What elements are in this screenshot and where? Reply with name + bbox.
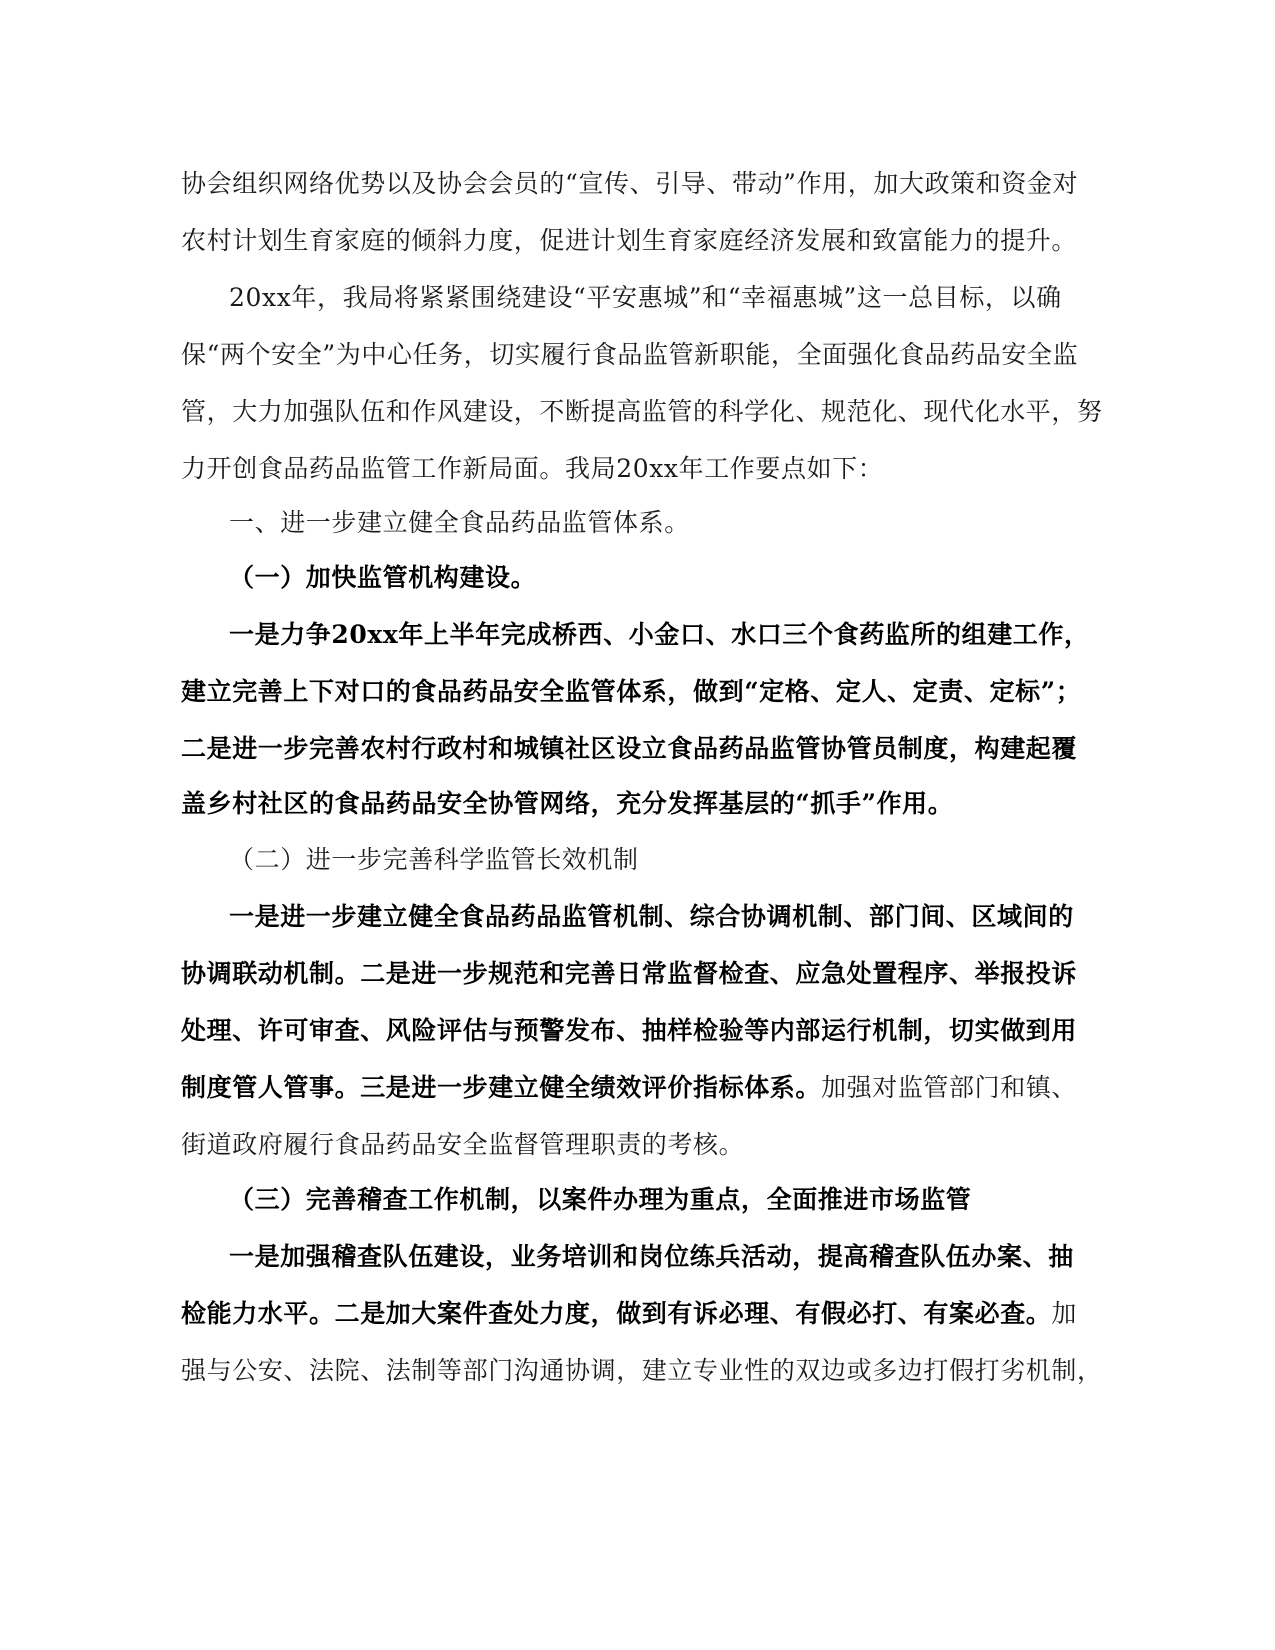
- paragraph-line: 保“两个安全”为中心任务，切实履行食品监管新职能，全面强化食品药品安全监: [181, 340, 1079, 369]
- paragraph-line: 一是力争20xx年上半年完成桥西、小金口、水口三个食药监所的组建工作，: [229, 620, 1090, 649]
- subsection-heading: （一）加快监管机构建设。: [229, 563, 537, 592]
- paragraph-line: 20xx年，我局将紧紧围绕建设“平安惠城”和“幸福惠城”这一总目标，以确: [229, 283, 1062, 312]
- regular-text-run: 加: [1051, 1299, 1078, 1328]
- paragraph-line: 一是进一步建立健全食品药品监管机制、综合协调机制、部门间、区域间的: [229, 902, 1074, 931]
- subsection-heading: （二）进一步完善科学监管长效机制: [229, 845, 639, 874]
- paragraph-line: [181, 1059, 1078, 1117]
- bold-text-run: 检能力水平。二是加大案件查处力度，做到有诉必理、有假必打、有案必查。: [181, 1299, 1052, 1328]
- bold-text-run: 制度管人管事。三是进一步建立健全绩效评价指标体系。: [181, 1073, 822, 1102]
- paragraph-line: 协会组织网络优势以及协会会员的“宣传、引导、带动”作用，加大政策和资金对: [181, 169, 1079, 198]
- paragraph-line: 街道政府履行食品药品安全监督管理职责的考核。: [181, 1130, 745, 1159]
- paragraph-line: [181, 1285, 1078, 1343]
- paragraph-line: 管，大力加强队伍和作风建设，不断提高监管的科学化、规范化、现代化水平，努: [181, 397, 1103, 426]
- paragraph-line: 处理、许可审查、风险评估与预警发布、抽样检验等内部运行机制，切实做到用: [181, 1016, 1078, 1045]
- paragraph-line: 协调联动机制。二是进一步规范和完善日常监督检查、应急处置程序、举报投诉: [181, 959, 1078, 988]
- paragraph-line: 一是加强稽查队伍建设，业务培训和岗位练兵活动，提高稽查队伍办案、抽: [229, 1242, 1074, 1271]
- paragraph-line: 强与公安、法院、法制等部门沟通协调，建立专业性的双边或多边打假打劣机制，: [181, 1356, 1103, 1385]
- paragraph-line: 盖乡村社区的食品药品安全协管网络，充分发挥基层的“抓手”作用。: [181, 789, 954, 818]
- section-heading: 一、进一步建立健全食品药品监管体系。: [229, 508, 690, 537]
- paragraph-line: 农村计划生育家庭的倾斜力度，促进计划生育家庭经济发展和致富能力的提升。: [181, 226, 1078, 255]
- subsection-heading: （三）完善稽查工作机制，以案件办理为重点，全面推进市场监管: [229, 1185, 972, 1214]
- paragraph-line: 建立完善上下对口的食品药品安全监管体系，做到“定格、定人、定责、定标”；: [181, 677, 1082, 706]
- regular-text-run: 加强对监管部门和镇、: [821, 1073, 1078, 1102]
- paragraph-line: 二是进一步完善农村行政村和城镇社区设立食品药品监管协管员制度，构建起覆: [181, 734, 1078, 763]
- paragraph-line: 力开创食品药品监管工作新局面。我局20xx年工作要点如下：: [181, 454, 884, 483]
